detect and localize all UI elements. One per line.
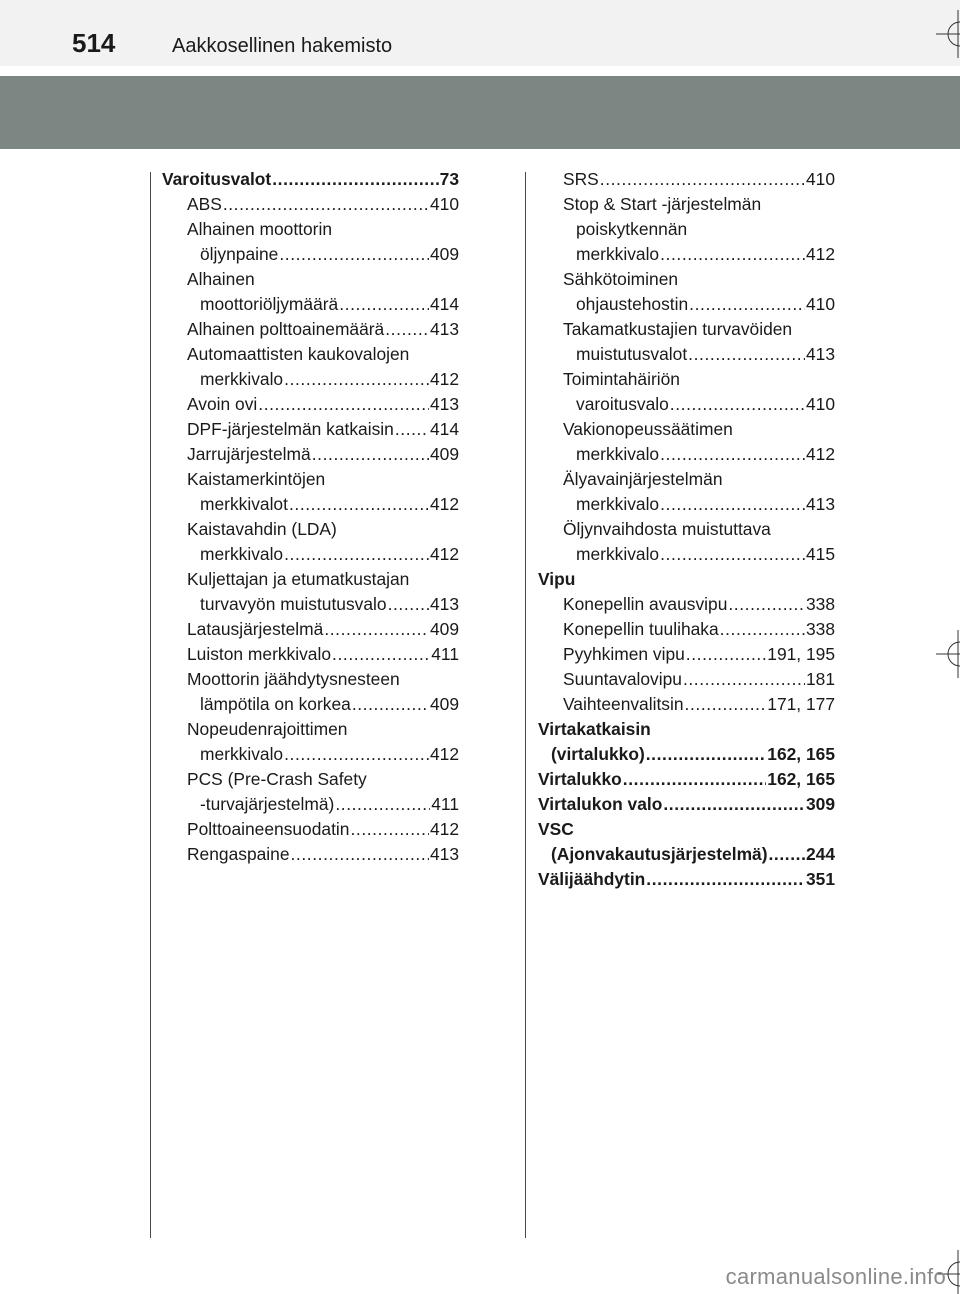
- page-reference: 191, 195: [767, 644, 835, 664]
- index-term: merkkivalo: [200, 544, 284, 564]
- index-entry: [538, 717, 835, 742]
- dot-leader: [284, 367, 429, 392]
- page-reference: 351: [805, 869, 835, 889]
- page-reference: 412: [429, 369, 459, 389]
- page-reference: 413: [805, 494, 835, 514]
- index-term: (Ajonvakautusjärjestelmä): [551, 844, 768, 864]
- section-title: Aakkosellinen hakemisto: [172, 35, 393, 57]
- index-entry: [162, 467, 459, 492]
- index-term: Latausjärjestelmä: [187, 619, 324, 639]
- index-term: Kuljettajan ja etumatkustajan: [187, 569, 410, 589]
- page-reference: 413: [429, 319, 459, 339]
- index-entry: [162, 617, 459, 642]
- index-term: merkkivalo: [200, 744, 284, 764]
- page-reference: 181: [805, 669, 835, 689]
- index-term: Sähkötoiminen: [563, 269, 679, 289]
- index-term: varoitusvalo: [576, 394, 669, 414]
- index-entry: [538, 392, 835, 417]
- dot-leader: [769, 842, 805, 867]
- index-entry: [538, 217, 835, 242]
- index-entry: [538, 842, 835, 867]
- dot-leader: [688, 342, 805, 367]
- page-reference: 409: [429, 444, 459, 464]
- page-reference: 411: [431, 794, 459, 814]
- index-entry: [538, 592, 835, 617]
- index-entry: [162, 492, 459, 517]
- index-entry: [162, 342, 459, 367]
- dot-leader: [660, 442, 805, 467]
- index-entry: [538, 167, 835, 192]
- dot-leader: [332, 642, 430, 667]
- index-term: DPF-järjestelmän katkaisin: [187, 419, 394, 439]
- dot-leader: [623, 767, 767, 792]
- dot-leader: [352, 692, 429, 717]
- dot-leader: [350, 817, 429, 842]
- index-entry: [162, 792, 459, 817]
- index-term: ohjaustehostin: [576, 294, 689, 314]
- page-reference: 244: [805, 844, 835, 864]
- index-entry: [538, 817, 835, 842]
- index-entry: [162, 642, 459, 667]
- index-term: Alhainen moottorin: [187, 219, 333, 239]
- page-reference: 162, 165: [767, 769, 835, 789]
- index-entry: [162, 817, 459, 842]
- dot-leader: [689, 292, 805, 317]
- index-term: Nopeudenrajoittimen: [187, 719, 348, 739]
- dot-leader: [728, 592, 805, 617]
- index-entry: [538, 517, 835, 542]
- dot-leader: [223, 192, 429, 217]
- dot-leader: [720, 617, 805, 642]
- watermark: carmanualsonline.info: [725, 1264, 946, 1289]
- index-term: Vakionopeussäätimen: [563, 419, 733, 439]
- dot-leader: [385, 317, 429, 342]
- page-reference: 413: [429, 844, 459, 864]
- dot-leader: [324, 617, 429, 642]
- index-entry: [162, 517, 459, 542]
- page-reference: 412: [805, 444, 835, 464]
- registration-mark-icon: [936, 630, 960, 678]
- decorative-band: [0, 76, 960, 149]
- page-reference: 412: [429, 819, 459, 839]
- index-term: (virtalukko): [551, 744, 645, 764]
- index-entry: [162, 417, 459, 442]
- index-term: Rengaspaine: [187, 844, 290, 864]
- dot-leader: [663, 792, 805, 817]
- index-term: ABS: [187, 194, 222, 214]
- column-rule-left: [150, 172, 151, 1238]
- index-term: -turvajärjestelmä): [200, 794, 335, 814]
- index-entry: [538, 442, 835, 467]
- index-term: Alhainen polttoainemäärä: [187, 319, 385, 339]
- dot-leader: [289, 492, 429, 517]
- index-term: Luiston merkkivalo: [187, 644, 332, 664]
- index-term: Välijäähdytin: [538, 869, 646, 889]
- index-term: Polttoaineensuodatin: [187, 819, 350, 839]
- index-entry: [162, 192, 459, 217]
- index-term: Kaistamerkintöjen: [187, 469, 326, 489]
- page-reference: 410: [805, 394, 835, 414]
- index-term: muistutusvalot: [576, 344, 688, 364]
- index-entry: [538, 742, 835, 767]
- dot-leader: [646, 742, 767, 767]
- dot-leader: [670, 392, 805, 417]
- dot-leader: [272, 167, 438, 192]
- index-entry: [538, 867, 835, 892]
- index-entry: [538, 767, 835, 792]
- index-entry: [538, 242, 835, 267]
- index-term: Virtalukko: [538, 769, 622, 789]
- index-entry: [162, 667, 459, 692]
- index-term: VSC: [538, 819, 574, 839]
- index-term: moottoriöljymäärä: [200, 294, 339, 314]
- index-term: öljynpaine: [200, 244, 279, 264]
- index-entry: [162, 217, 459, 242]
- page-reference: 73: [439, 169, 459, 189]
- index-entry: [162, 767, 459, 792]
- index-entry: [538, 492, 835, 517]
- index-entry: [162, 442, 459, 467]
- dot-leader: [312, 442, 429, 467]
- index-entry: [538, 567, 835, 592]
- page-reference: 338: [805, 619, 835, 639]
- index-term: Virtakatkaisin: [538, 719, 651, 739]
- dot-leader: [258, 392, 429, 417]
- index-entry: [162, 292, 459, 317]
- index-term: Varoitusvalot: [162, 169, 272, 189]
- dot-leader: [335, 792, 430, 817]
- index-term: Pyyhkimen vipu: [563, 644, 685, 664]
- dot-leader: [660, 492, 805, 517]
- index-entry: [538, 417, 835, 442]
- index-term: Automaattisten kaukovalojen: [187, 344, 410, 364]
- index-entry: [162, 392, 459, 417]
- page-number: 514: [72, 28, 116, 58]
- page-reference: 414: [429, 294, 459, 314]
- dot-leader: [683, 667, 805, 692]
- page-reference: 412: [429, 494, 459, 514]
- index-term: Suuntavalovipu: [563, 669, 682, 689]
- index-entry: [162, 317, 459, 342]
- index-term: Vipu: [538, 569, 576, 589]
- dot-leader: [600, 167, 805, 192]
- index-entry: [162, 842, 459, 867]
- index-entry: [162, 717, 459, 742]
- index-term: Konepellin tuulihaka: [563, 619, 719, 639]
- dot-leader: [284, 742, 429, 767]
- page-reference: 413: [429, 594, 459, 614]
- index-column-right: [538, 167, 835, 892]
- dot-leader: [660, 242, 805, 267]
- page-reference: 409: [429, 619, 459, 639]
- dot-leader: [291, 842, 429, 867]
- index-term: Virtalukon valo: [538, 794, 663, 814]
- index-entry: [538, 667, 835, 692]
- index-entry: [162, 692, 459, 717]
- index-entry: [538, 542, 835, 567]
- index-term: turvavyön muistutusvalo: [200, 594, 387, 614]
- page-reference: 309: [805, 794, 835, 814]
- index-column-left: [162, 167, 459, 867]
- index-term: Avoin ovi: [187, 394, 258, 414]
- index-entry: [162, 542, 459, 567]
- page-reference: 412: [429, 744, 459, 764]
- index-term: Kaistavahdin (LDA): [187, 519, 337, 539]
- registration-mark-icon: [936, 10, 960, 58]
- index-term: poiskytkennän: [576, 219, 688, 239]
- index-term: Stop & Start -järjestelmän: [563, 194, 762, 214]
- page-reference: 413: [805, 344, 835, 364]
- column-rule-middle: [525, 172, 526, 1238]
- index-entry: [162, 592, 459, 617]
- index-entry: [538, 642, 835, 667]
- index-entry: [162, 167, 459, 192]
- index-entry: [538, 617, 835, 642]
- page-reference: 415: [805, 544, 835, 564]
- index-entry: [162, 267, 459, 292]
- index-term: Toimintahäiriön: [563, 369, 680, 389]
- page-reference: 410: [805, 294, 835, 314]
- page-reference: 412: [805, 244, 835, 264]
- index-term: Moottorin jäähdytysnesteen: [187, 669, 400, 689]
- index-term: Takamatkustajien turvavöiden: [563, 319, 793, 339]
- page-reference: 338: [805, 594, 835, 614]
- page-reference: 411: [431, 644, 459, 664]
- index-term: merkkivalo: [576, 244, 660, 264]
- index-term: Konepellin avausvipu: [563, 594, 728, 614]
- page-reference: 409: [429, 244, 459, 264]
- index-term: Vaihteenvalitsin: [563, 694, 684, 714]
- page-reference: 414: [429, 419, 459, 439]
- index-term: Älyavainjärjestelmän: [563, 469, 723, 489]
- index-entry: [538, 267, 835, 292]
- dot-leader: [339, 292, 429, 317]
- dot-leader: [395, 417, 429, 442]
- index-term: merkkivalo: [576, 544, 660, 564]
- page-reference: 162, 165: [767, 744, 835, 764]
- index-term: Öljynvaihdosta muistuttava: [563, 519, 771, 539]
- index-entry: [538, 342, 835, 367]
- index-term: Alhainen: [187, 269, 255, 289]
- header-bar: [0, 0, 960, 66]
- index-entry: [538, 317, 835, 342]
- index-term: merkkivalot: [200, 494, 288, 514]
- index-entry: [538, 192, 835, 217]
- index-entry: [538, 692, 835, 717]
- index-entry: [162, 242, 459, 267]
- index-term: merkkivalo: [576, 444, 660, 464]
- dot-leader: [284, 542, 429, 567]
- index-entry: [162, 742, 459, 767]
- dot-leader: [646, 867, 805, 892]
- index-entry: [162, 567, 459, 592]
- dot-leader: [279, 242, 429, 267]
- index-entry: [538, 292, 835, 317]
- dot-leader: [388, 592, 429, 617]
- page-reference: 413: [429, 394, 459, 414]
- index-entry: [538, 367, 835, 392]
- dot-leader: [686, 642, 767, 667]
- index-term: SRS: [563, 169, 599, 189]
- page-reference: 412: [429, 544, 459, 564]
- index-term: merkkivalo: [200, 369, 284, 389]
- index-entry: [162, 367, 459, 392]
- page-reference: 410: [429, 194, 459, 214]
- index-term: lämpötila on korkea: [200, 694, 351, 714]
- page-reference: 410: [805, 169, 835, 189]
- page-reference: 409: [429, 694, 459, 714]
- dot-leader: [660, 542, 805, 567]
- index-term: merkkivalo: [576, 494, 660, 514]
- index-term: PCS (Pre-Crash Safety: [187, 769, 367, 789]
- dot-leader: [685, 692, 767, 717]
- index-entry: [538, 467, 835, 492]
- index-entry: [538, 792, 835, 817]
- page-reference: 171, 177: [767, 694, 835, 714]
- index-term: Jarrujärjestelmä: [187, 444, 311, 464]
